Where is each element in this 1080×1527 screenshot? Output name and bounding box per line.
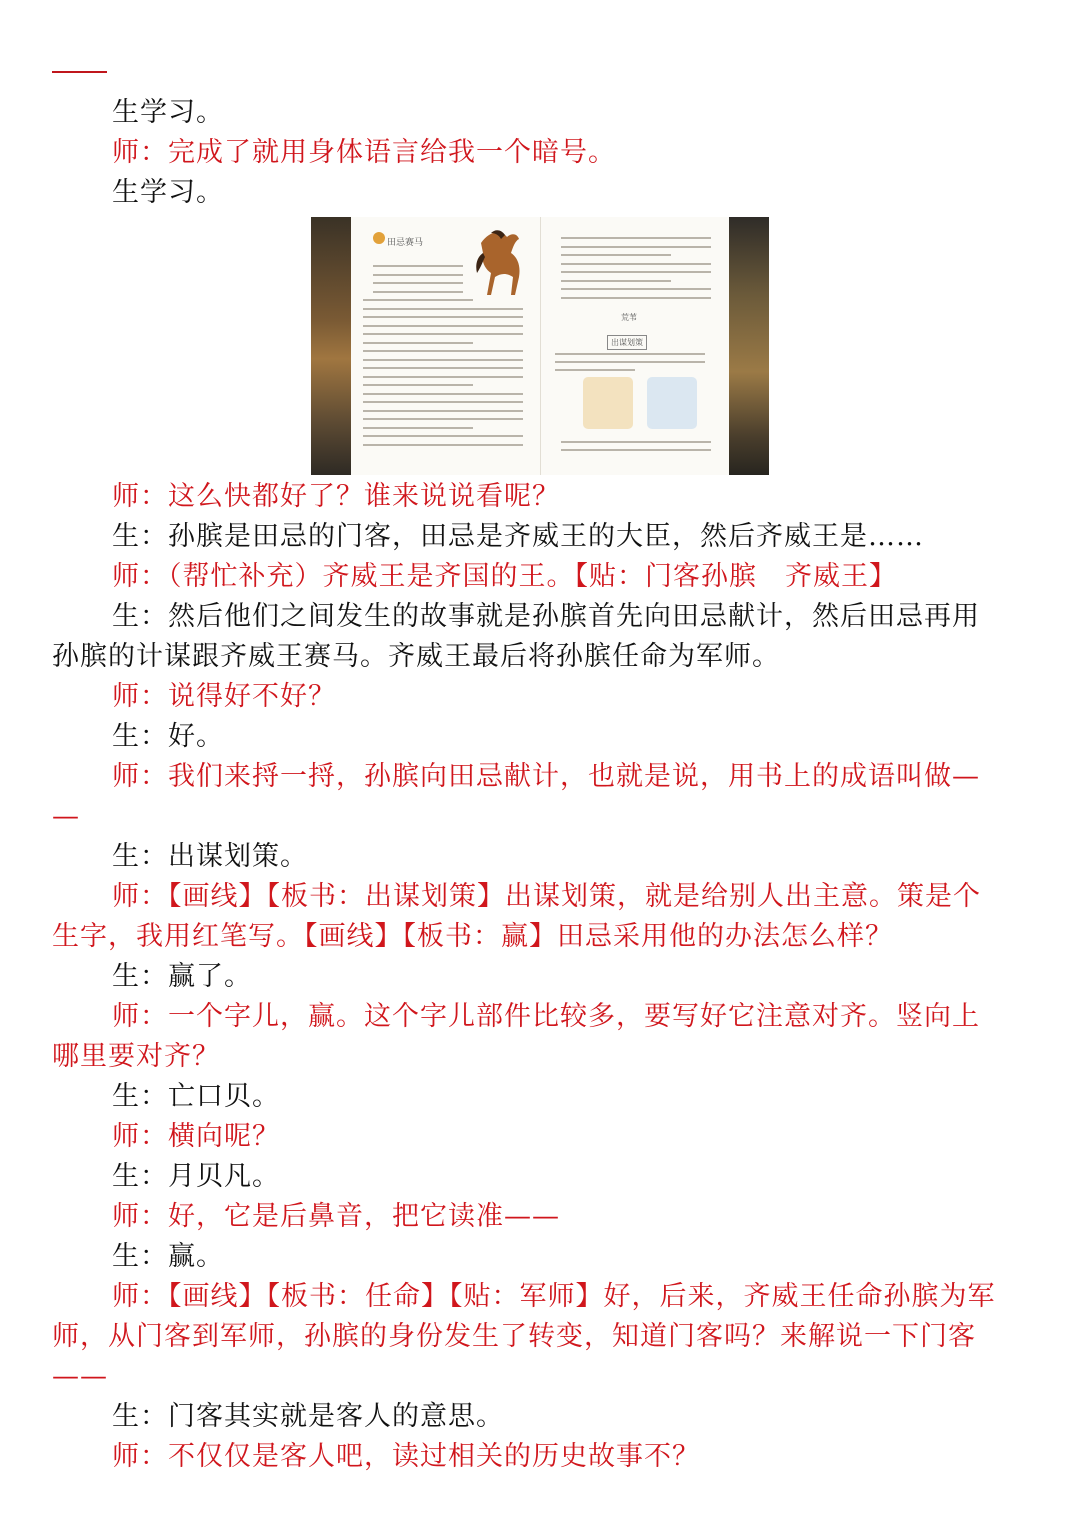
- transcript-line: 师，从门客到军师，孙膑的身份发生了转变，知道门客吗？来解说一下门客: [52, 1321, 976, 1352]
- printed-text-line: [363, 376, 523, 378]
- printed-text-line: [363, 333, 523, 335]
- printed-text-line: [363, 418, 523, 420]
- exercise-heading: 荒苇: [621, 313, 637, 322]
- printed-text-line: [561, 254, 671, 256]
- lesson-number-badge: [373, 232, 385, 244]
- transcript-line: ——: [52, 1361, 108, 1392]
- textbook-page-photo: [311, 217, 769, 475]
- transcript-line: 师：【画线】【板书：任命】【贴：军师】好，后来，齐威王任命孙膑为军: [112, 1281, 996, 1312]
- transcript-line: 生：赢了。: [112, 961, 252, 992]
- printed-text-line: [561, 449, 711, 451]
- printed-text-line: [373, 265, 463, 267]
- transcript-line: 生：月贝凡。: [112, 1161, 280, 1192]
- printed-text-line: [561, 288, 711, 290]
- transcript-line: 师：不仅仅是客人吧，读过相关的历史故事不？: [112, 1441, 700, 1472]
- printed-text-line: [363, 367, 523, 369]
- printed-text-line: [363, 427, 473, 429]
- printed-text-line: [561, 441, 711, 443]
- transcript-line: 生：然后他们之间发生的故事就是孙膑首先向田忌献计，然后田忌再用: [112, 601, 980, 632]
- transcript-line: 师：这么快都好了？谁来说说看呢？: [112, 481, 560, 512]
- printed-text-line: [363, 316, 523, 318]
- transcript-line: 生：门客其实就是客人的意思。: [112, 1401, 504, 1432]
- printed-text-line: [561, 280, 671, 282]
- printed-text-line: [561, 237, 711, 239]
- printed-text-line: [363, 308, 523, 310]
- continuation-dash: [52, 71, 107, 73]
- printed-text-line: [561, 263, 711, 265]
- textbook-right-page: [540, 217, 730, 475]
- printed-text-line: [561, 297, 711, 299]
- printed-text-line: [363, 435, 523, 437]
- transcript-line: 生字，我用红笔写。【画线】【板书：赢】田忌采用他的办法怎么样？: [52, 921, 893, 952]
- exercise-box-left: [583, 377, 633, 429]
- printed-text-line: [555, 361, 705, 363]
- exercise-box-right: [647, 377, 697, 429]
- transcript-line: 生：出谋划策。: [112, 841, 308, 872]
- transcript-line: 生学习。: [112, 97, 224, 128]
- transcript-line: 生：赢。: [112, 1241, 224, 1272]
- transcript-line: 生：孙膑是田忌的门客，田忌是齐威王的大臣，然后齐威王是……: [112, 521, 924, 552]
- printed-text-line: [373, 291, 463, 293]
- transcript-line: —: [52, 801, 80, 832]
- lesson-title: 田忌赛马: [387, 238, 424, 248]
- printed-text-line: [363, 444, 523, 446]
- printed-text-line: [363, 384, 473, 386]
- transcript-line: 生：亡口贝。: [112, 1081, 280, 1112]
- transcript-line: 师：（帮忙补充）齐威王是齐国的王。【贴：门客孙膑 齐威王】: [112, 561, 897, 592]
- transcript-line: 师：【画线】【板书：出谋划策】出谋划策，就是给别人出主意。策是个: [112, 881, 981, 912]
- transcript-line: 生学习。: [112, 177, 224, 208]
- printed-text-line: [561, 271, 711, 273]
- printed-text-line: [373, 282, 463, 284]
- printed-text-line: [363, 401, 523, 403]
- printed-text-line: [363, 410, 523, 412]
- photo-edge-left: [311, 217, 351, 475]
- printed-text-line: [363, 325, 523, 327]
- transcript-line: 师：说得好不好？: [112, 681, 336, 712]
- printed-text-line: [373, 274, 463, 276]
- transcript-line: 生：好。: [112, 721, 224, 752]
- transcript-line: 师：一个字儿，赢。这个字儿部件比较多，要写好它注意对齐。竖向上: [112, 1001, 980, 1032]
- transcript-line: 师：我们来捋一捋，孙膑向田忌献计，也就是说，用书上的成语叫做—: [112, 761, 980, 792]
- printed-text-line: [555, 369, 635, 371]
- transcript-line: 哪里要对齐？: [52, 1041, 220, 1072]
- printed-text-line: [363, 359, 523, 361]
- transcript-line: 师：好，它是后鼻音，把它读准——: [112, 1201, 560, 1232]
- printed-text-line: [363, 299, 473, 301]
- printed-text-line: [363, 393, 523, 395]
- transcript-line: 师：完成了就用身体语言给我一个暗号。: [112, 137, 616, 168]
- printed-text-line: [555, 353, 705, 355]
- printed-text-line: [363, 342, 473, 344]
- transcript-line: 师：横向呢？: [112, 1121, 280, 1152]
- printed-text-line: [561, 246, 711, 248]
- textbook-left-page: [351, 217, 540, 475]
- transcript-line: 孙膑的计谋跟齐威王赛马。齐威王最后将孙膑任命为军师。: [52, 641, 780, 672]
- horse-illustration: [471, 225, 531, 297]
- photo-edge-right: [729, 217, 769, 475]
- word-box: 出谋划策: [607, 335, 647, 350]
- printed-text-line: [363, 350, 523, 352]
